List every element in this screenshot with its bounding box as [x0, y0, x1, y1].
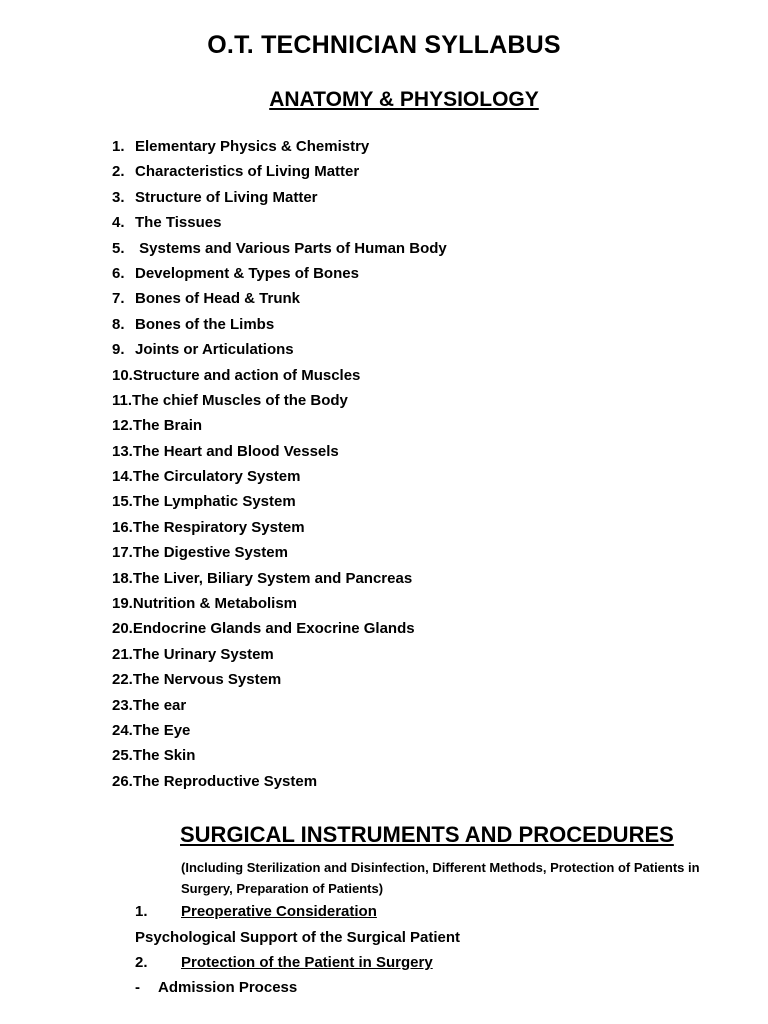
list-item-text: The Skin — [132, 747, 196, 765]
list-item-text: The Urinary System — [132, 645, 274, 663]
list-item-text: The Circulatory System — [132, 468, 301, 486]
list-item-text: The ear — [132, 696, 187, 714]
list-item — [112, 263, 447, 288]
surgical-item-2-title: Protection of the Patient in Surgery — [181, 954, 433, 971]
list-item-text: The Lymphatic System — [132, 493, 296, 511]
surgical-item-1-number: 1. — [135, 903, 148, 920]
list-item-number: 26. — [112, 772, 133, 790]
list-item-text: The Tissues — [135, 214, 222, 232]
list-item-number: 3. — [112, 188, 125, 206]
list-item-text: The Brain — [132, 417, 203, 435]
list-item-number: 24. — [112, 721, 133, 739]
list-item-number: 21. — [112, 645, 133, 663]
list-item-text: The Eye — [132, 721, 191, 739]
list-item-number: 5. — [112, 239, 125, 257]
list-item-number: 22. — [112, 671, 133, 689]
list-item — [112, 161, 447, 186]
list-item-number: 1. — [112, 138, 125, 155]
list-item — [112, 593, 447, 618]
list-item-number: 7. — [112, 290, 125, 308]
list-item — [112, 745, 447, 770]
list-item — [112, 517, 447, 542]
list-item-number: 9. — [112, 341, 125, 359]
list-item-text: Development & Types of Bones — [135, 264, 359, 282]
list-item — [112, 187, 447, 212]
list-item-number: 23. — [112, 696, 133, 714]
list-item — [112, 212, 447, 237]
list-item-number: 2. — [112, 163, 125, 181]
list-item-number: 19. — [112, 595, 133, 613]
list-item-text: The Liver, Biliary System and Pancreas — [132, 569, 413, 587]
list-item-text: Structure and action of Muscles — [132, 366, 361, 384]
anatomy-topic-list — [112, 136, 447, 796]
list-item-number: 25. — [112, 747, 133, 765]
list-item-text: The Heart and Blood Vessels — [132, 442, 339, 460]
surgical-item-1-subtext: Psychological Support of the Surgical Patient — [135, 929, 461, 946]
list-item — [112, 466, 447, 491]
list-item-text: Endocrine Glands and Exocrine Glands — [132, 620, 415, 638]
list-item-text: Elementary Physics & Chemistry — [135, 138, 370, 155]
list-item-text: The Respiratory System — [132, 518, 305, 536]
list-item — [112, 390, 447, 415]
surgical-item-2-number: 2. — [135, 954, 148, 971]
list-item-number: 20. — [112, 620, 133, 638]
list-item-number: 13. — [112, 442, 133, 460]
list-item-text: Nutrition & Metabolism — [132, 595, 298, 613]
list-item — [112, 720, 447, 745]
list-item-text: Structure of Living Matter — [135, 188, 318, 206]
list-item-text: The Nervous System — [132, 671, 282, 689]
surgical-item-2-subtext: Admission Process — [158, 979, 298, 996]
list-item — [112, 491, 447, 516]
list-item — [112, 365, 447, 390]
list-item-number: 11. — [112, 391, 133, 409]
list-item-number: 15. — [112, 493, 133, 511]
section-heading-surgical: SURGICAL INSTRUMENTS AND PROCEDURES — [180, 822, 674, 847]
list-item — [112, 288, 447, 313]
document-title: O.T. TECHNICIAN SYLLABUS — [207, 31, 561, 59]
list-item — [112, 238, 447, 263]
list-item-text: The chief Muscles of the Body — [132, 391, 348, 409]
list-item-number: 4. — [112, 214, 125, 232]
list-item-number: 16. — [112, 518, 133, 536]
list-item — [112, 695, 447, 720]
list-item-number: 12. — [112, 417, 133, 435]
list-item — [112, 136, 447, 161]
list-item-number: 10. — [112, 366, 133, 384]
section-note: (Including Sterilization and Disinfection, Different Methods, Protection of Patients in Surgery, Preparation of Patients) — [181, 860, 700, 896]
list-item-text: Systems and Various Parts of Human Body — [135, 239, 447, 257]
surgical-item-1-title: Preoperative Consideration — [181, 903, 377, 920]
list-item-text: Bones of the Limbs — [135, 315, 275, 333]
section-heading-anatomy: ANATOMY & PHYSIOLOGY — [269, 88, 539, 111]
list-item — [112, 441, 447, 466]
list-item — [112, 669, 447, 694]
list-item-number: 18. — [112, 569, 133, 587]
list-item — [112, 618, 447, 643]
list-item-number: 6. — [112, 264, 125, 282]
list-item — [112, 314, 447, 339]
list-item-text: The Digestive System — [132, 544, 288, 562]
list-item — [112, 644, 447, 669]
list-item-text: Bones of Head & Trunk — [135, 290, 301, 308]
list-item — [112, 339, 447, 364]
list-item — [112, 542, 447, 567]
list-item — [112, 771, 447, 796]
list-item-text: Joints or Articulations — [135, 341, 294, 359]
list-item-number: 14. — [112, 468, 133, 486]
surgical-item-2-bullet: - — [135, 979, 140, 996]
list-item-text: Characteristics of Living Matter — [135, 163, 360, 181]
list-item-number: 17. — [112, 544, 133, 562]
list-item — [112, 415, 447, 440]
list-item — [112, 568, 447, 593]
list-item-number: 8. — [112, 315, 125, 333]
list-item-text: The Reproductive System — [132, 772, 318, 790]
